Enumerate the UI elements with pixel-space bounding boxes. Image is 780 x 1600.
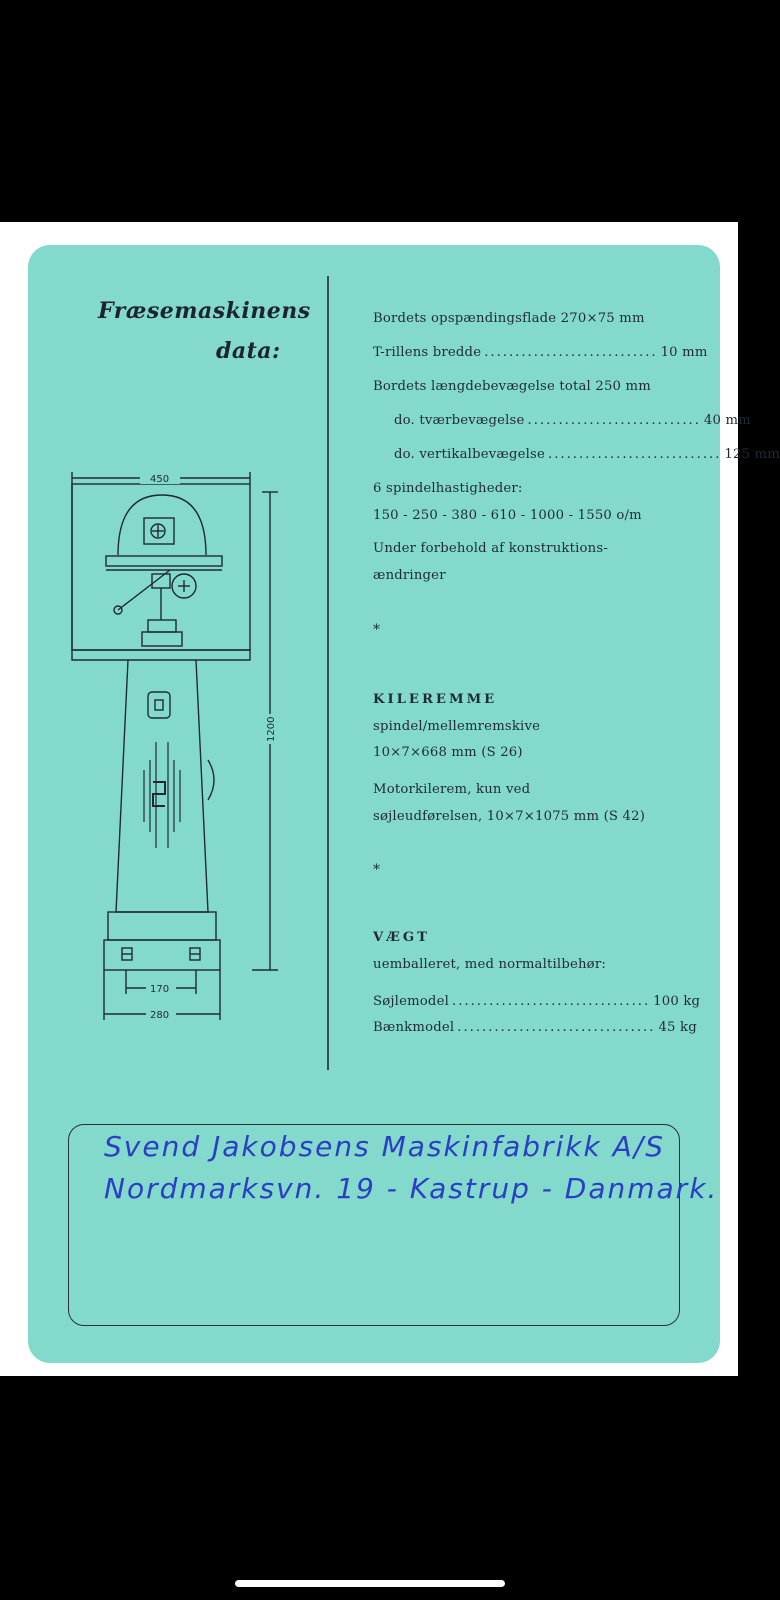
spec-cross-value: 40 mm (703, 413, 751, 428)
machine-drawing (70, 470, 310, 1040)
weight-column-label: Søjlemodel (373, 994, 449, 1009)
weight-bench (373, 1020, 697, 1035)
column-divider (327, 276, 329, 1070)
weight-bench-value: 45 kg (658, 1020, 697, 1035)
title-line-2: data: (216, 338, 281, 364)
spec-reservation-2: ændringer (373, 568, 446, 583)
separator-star-2: * (373, 862, 380, 878)
dim-width-label: 450 (150, 474, 170, 485)
spec-table-surface: Bordets opspændingsflade 270×75 mm (373, 311, 645, 326)
machine-table (106, 556, 222, 566)
handwritten-line-2: Nordmarksvn. 19 - Kastrup - Danmark. (104, 1172, 719, 1205)
home-indicator[interactable] (235, 1580, 505, 1587)
separator-star-1: * (373, 622, 380, 638)
leader-dots: ............................ (484, 345, 658, 360)
weight-heading: VÆGT (373, 930, 430, 945)
switch-box (148, 692, 170, 718)
spec-cross-label: do. tværbevægelse (394, 413, 525, 428)
machine-foot (108, 912, 216, 940)
machine-column (116, 660, 208, 912)
dim-height-label: 1200 (266, 716, 277, 742)
spec-vertical-value: 125 mm (724, 447, 780, 462)
leader-dots: ................................ (452, 994, 651, 1009)
leader-dots: ............................ (548, 447, 722, 462)
spec-longitudinal: Bordets længdebevægelse total 250 mm (373, 379, 651, 394)
spec-t-slot (373, 345, 708, 360)
handwritten-line-1: Svend Jakobsens Maskinfabrikk A/S (104, 1130, 665, 1163)
belt-line-3: Motorkilerem, kun ved (373, 782, 531, 797)
belt-line-2: 10×7×668 mm (S 26) (373, 745, 523, 760)
weight-column-value: 100 kg (653, 994, 701, 1009)
spec-t-slot-value: 10 mm (660, 345, 708, 360)
dim-base-outer-label: 280 (150, 1010, 170, 1021)
belt-heading: KILEREMME (373, 692, 498, 707)
dim-base-inner-label: 170 (150, 984, 170, 995)
spec-speeds-values: 150 - 250 - 380 - 610 - 1000 - 1550 o/m (373, 508, 642, 523)
leader-dots: ............................ (527, 413, 701, 428)
spec-t-slot-label: T-rillens bredde (373, 345, 482, 360)
belt-line-4: søjleudførelsen, 10×7×1075 mm (S 42) (373, 809, 646, 824)
handle-lever (118, 570, 170, 610)
si-logo (144, 742, 180, 848)
leader-dots: ................................ (457, 1020, 656, 1035)
title-line-1: Fræsemaskinens (98, 298, 311, 324)
spec-cross (394, 413, 751, 428)
spec-vertical (394, 447, 780, 462)
spec-speeds-label: 6 spindelhastigheder: (373, 481, 523, 496)
belt-line-1: spindel/mellemremskive (373, 719, 541, 734)
spec-reservation-1: Under forbehold af konstruktions- (373, 541, 608, 556)
spec-vertical-label: do. vertikalbevægelse (394, 447, 546, 462)
weight-bench-label: Bænkmodel (373, 1020, 455, 1035)
weight-column (373, 994, 701, 1009)
weight-sub: uemballeret, med normaltilbehør: (373, 957, 606, 972)
